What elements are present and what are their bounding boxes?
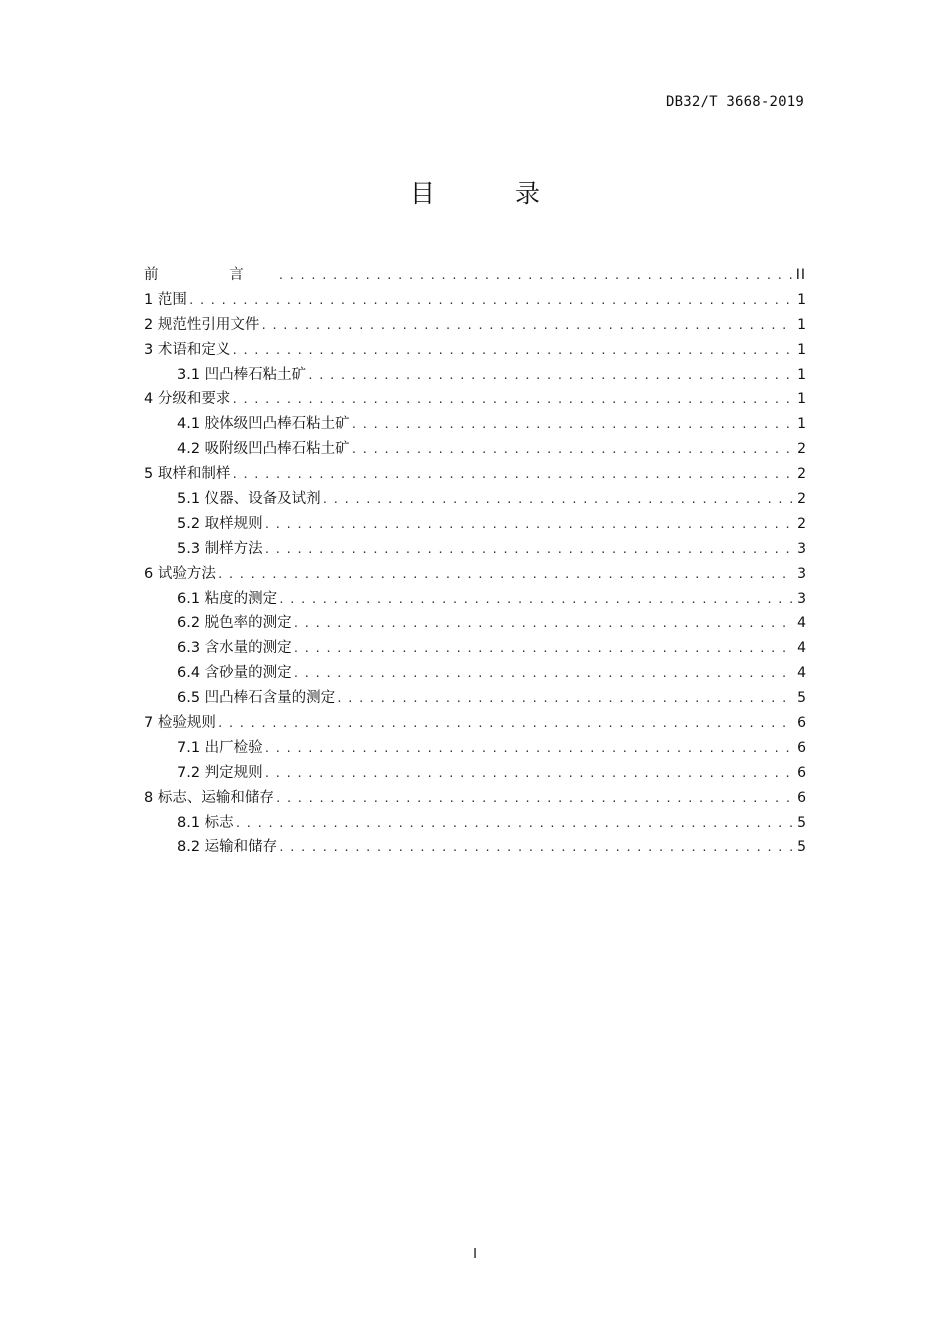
toc-entry-label: 5.2 取样规则 bbox=[177, 515, 263, 532]
toc-entry-5-3[interactable] bbox=[144, 537, 806, 562]
toc-entry-label: 6.3 含水量的测定 bbox=[177, 640, 292, 657]
table-of-contents bbox=[144, 263, 806, 860]
toc-dot-leader bbox=[264, 538, 793, 563]
toc-entry-page: 1 bbox=[797, 291, 806, 308]
toc-entry-7-1[interactable] bbox=[144, 736, 806, 761]
toc-dot-leader bbox=[231, 463, 793, 488]
toc-entry-label: 8.1 标志 bbox=[177, 814, 234, 831]
toc-entry-4[interactable] bbox=[144, 387, 806, 412]
toc-entry-label: 8.2 运输和储存 bbox=[177, 839, 278, 856]
toc-entry-page: 1 bbox=[797, 366, 806, 383]
toc-entry-8[interactable] bbox=[144, 786, 806, 811]
toc-entry-6[interactable] bbox=[144, 562, 806, 587]
toc-entry-5-2[interactable] bbox=[144, 512, 806, 537]
toc-entry-5[interactable] bbox=[144, 462, 806, 487]
toc-entry-label: 7.2 判定规则 bbox=[177, 764, 263, 781]
toc-entry-page: 2 bbox=[797, 466, 806, 483]
toc-entry-label: 6.5 凹凸棒石含量的测定 bbox=[177, 690, 336, 707]
toc-entry-page: 1 bbox=[797, 316, 806, 333]
toc-entry-page: 3 bbox=[797, 590, 806, 607]
toc-entry-page: 5 bbox=[797, 839, 806, 856]
toc-dot-leader bbox=[264, 513, 793, 538]
toc-entry-3-1[interactable] bbox=[144, 363, 806, 388]
toc-entry-label: 4 分级和要求 bbox=[144, 391, 231, 408]
toc-entry-4-1[interactable] bbox=[144, 412, 806, 437]
toc-entry-2[interactable] bbox=[144, 313, 806, 338]
toc-dot-leader bbox=[278, 264, 793, 289]
toc-dot-leader bbox=[293, 612, 793, 637]
toc-entry-page: 6 bbox=[797, 739, 806, 756]
toc-entry-4-2[interactable] bbox=[144, 437, 806, 462]
toc-dot-leader bbox=[275, 787, 793, 812]
toc-entry-label: 6.2 脱色率的测定 bbox=[177, 615, 292, 632]
toc-entry-page: 4 bbox=[797, 615, 806, 632]
toc-entry-page: 5 bbox=[797, 690, 806, 707]
toc-entry-page: 6 bbox=[797, 764, 806, 781]
toc-entry-page: 5 bbox=[797, 814, 806, 831]
toc-entry-label: 6.4 含砂量的测定 bbox=[177, 665, 292, 682]
toc-dot-leader bbox=[235, 812, 793, 837]
toc-dot-leader bbox=[307, 364, 793, 389]
toc-entry-label: 8 标志、运输和储存 bbox=[144, 789, 274, 806]
toc-entry-page: 4 bbox=[797, 640, 806, 657]
toc-dot-leader bbox=[217, 563, 793, 588]
toc-entry-page: 1 bbox=[797, 391, 806, 408]
toc-entry-foreword[interactable] bbox=[144, 263, 806, 288]
toc-dot-leader bbox=[293, 637, 793, 662]
toc-entry-7-2[interactable] bbox=[144, 761, 806, 786]
standard-code: DB32/T 3668-2019 bbox=[665, 94, 804, 110]
toc-entry-page: II bbox=[795, 267, 806, 283]
toc-dot-leader bbox=[293, 662, 793, 687]
toc-entry-page: 3 bbox=[797, 540, 806, 557]
toc-dot-leader bbox=[231, 339, 793, 364]
toc-dot-leader bbox=[278, 588, 793, 613]
toc-entry-6-5[interactable] bbox=[144, 686, 806, 711]
toc-dot-leader bbox=[336, 687, 793, 712]
toc-entry-5-1[interactable] bbox=[144, 487, 806, 512]
toc-entry-label: 3.1 凹凸棒石粘土矿 bbox=[177, 366, 307, 383]
toc-entry-label: 6.1 粘度的测定 bbox=[177, 590, 278, 607]
toc-dot-leader bbox=[231, 388, 793, 413]
toc-entry-page: 6 bbox=[797, 789, 806, 806]
toc-entry-7[interactable] bbox=[144, 711, 806, 736]
toc-entry-label: 3 术语和定义 bbox=[144, 341, 231, 358]
toc-entry-page: 1 bbox=[797, 416, 806, 433]
toc-entry-label: 4.2 吸附级凹凸棒石粘土矿 bbox=[177, 441, 350, 458]
toc-entry-label: 7 检验规则 bbox=[144, 715, 216, 732]
toc-entry-8-2[interactable] bbox=[144, 835, 806, 860]
toc-dot-leader bbox=[322, 488, 793, 513]
toc-entry-6-2[interactable] bbox=[144, 611, 806, 636]
toc-entry-label: 1 范围 bbox=[144, 291, 187, 308]
toc-dot-leader bbox=[188, 289, 793, 314]
toc-entry-6-4[interactable] bbox=[144, 661, 806, 686]
toc-entry-6-3[interactable] bbox=[144, 636, 806, 661]
toc-entry-6-1[interactable] bbox=[144, 587, 806, 612]
toc-dot-leader bbox=[260, 314, 793, 339]
toc-entry-label: 前 言 bbox=[144, 267, 277, 283]
toc-entry-page: 1 bbox=[797, 341, 806, 358]
toc-entry-label: 4.1 胶体级凹凸棒石粘土矿 bbox=[177, 416, 350, 433]
toc-entry-3[interactable] bbox=[144, 338, 806, 363]
toc-entry-1[interactable] bbox=[144, 288, 806, 313]
page-number: I bbox=[473, 1247, 477, 1262]
toc-entry-page: 2 bbox=[797, 491, 806, 508]
toc-entry-label: 5.1 仪器、设备及试剂 bbox=[177, 491, 321, 508]
toc-entry-page: 3 bbox=[797, 565, 806, 582]
toc-entry-label: 2 规范性引用文件 bbox=[144, 316, 260, 333]
toc-dot-leader bbox=[351, 413, 793, 438]
toc-entry-label: 7.1 出厂检验 bbox=[177, 739, 263, 756]
toc-entry-label: 5 取样和制样 bbox=[144, 466, 231, 483]
toc-entry-page: 4 bbox=[797, 665, 806, 682]
toc-entry-8-1[interactable] bbox=[144, 811, 806, 836]
toc-dot-leader bbox=[278, 836, 793, 861]
toc-dot-leader bbox=[264, 737, 793, 762]
toc-dot-leader bbox=[351, 438, 793, 463]
toc-entry-label: 5.3 制样方法 bbox=[177, 540, 263, 557]
toc-entry-page: 6 bbox=[797, 715, 806, 732]
toc-dot-leader bbox=[264, 762, 793, 787]
toc-entry-page: 2 bbox=[797, 441, 806, 458]
page-title: 目 录 bbox=[410, 179, 576, 208]
toc-entry-page: 2 bbox=[797, 515, 806, 532]
toc-entry-label: 6 试验方法 bbox=[144, 565, 216, 582]
toc-dot-leader bbox=[217, 712, 793, 737]
